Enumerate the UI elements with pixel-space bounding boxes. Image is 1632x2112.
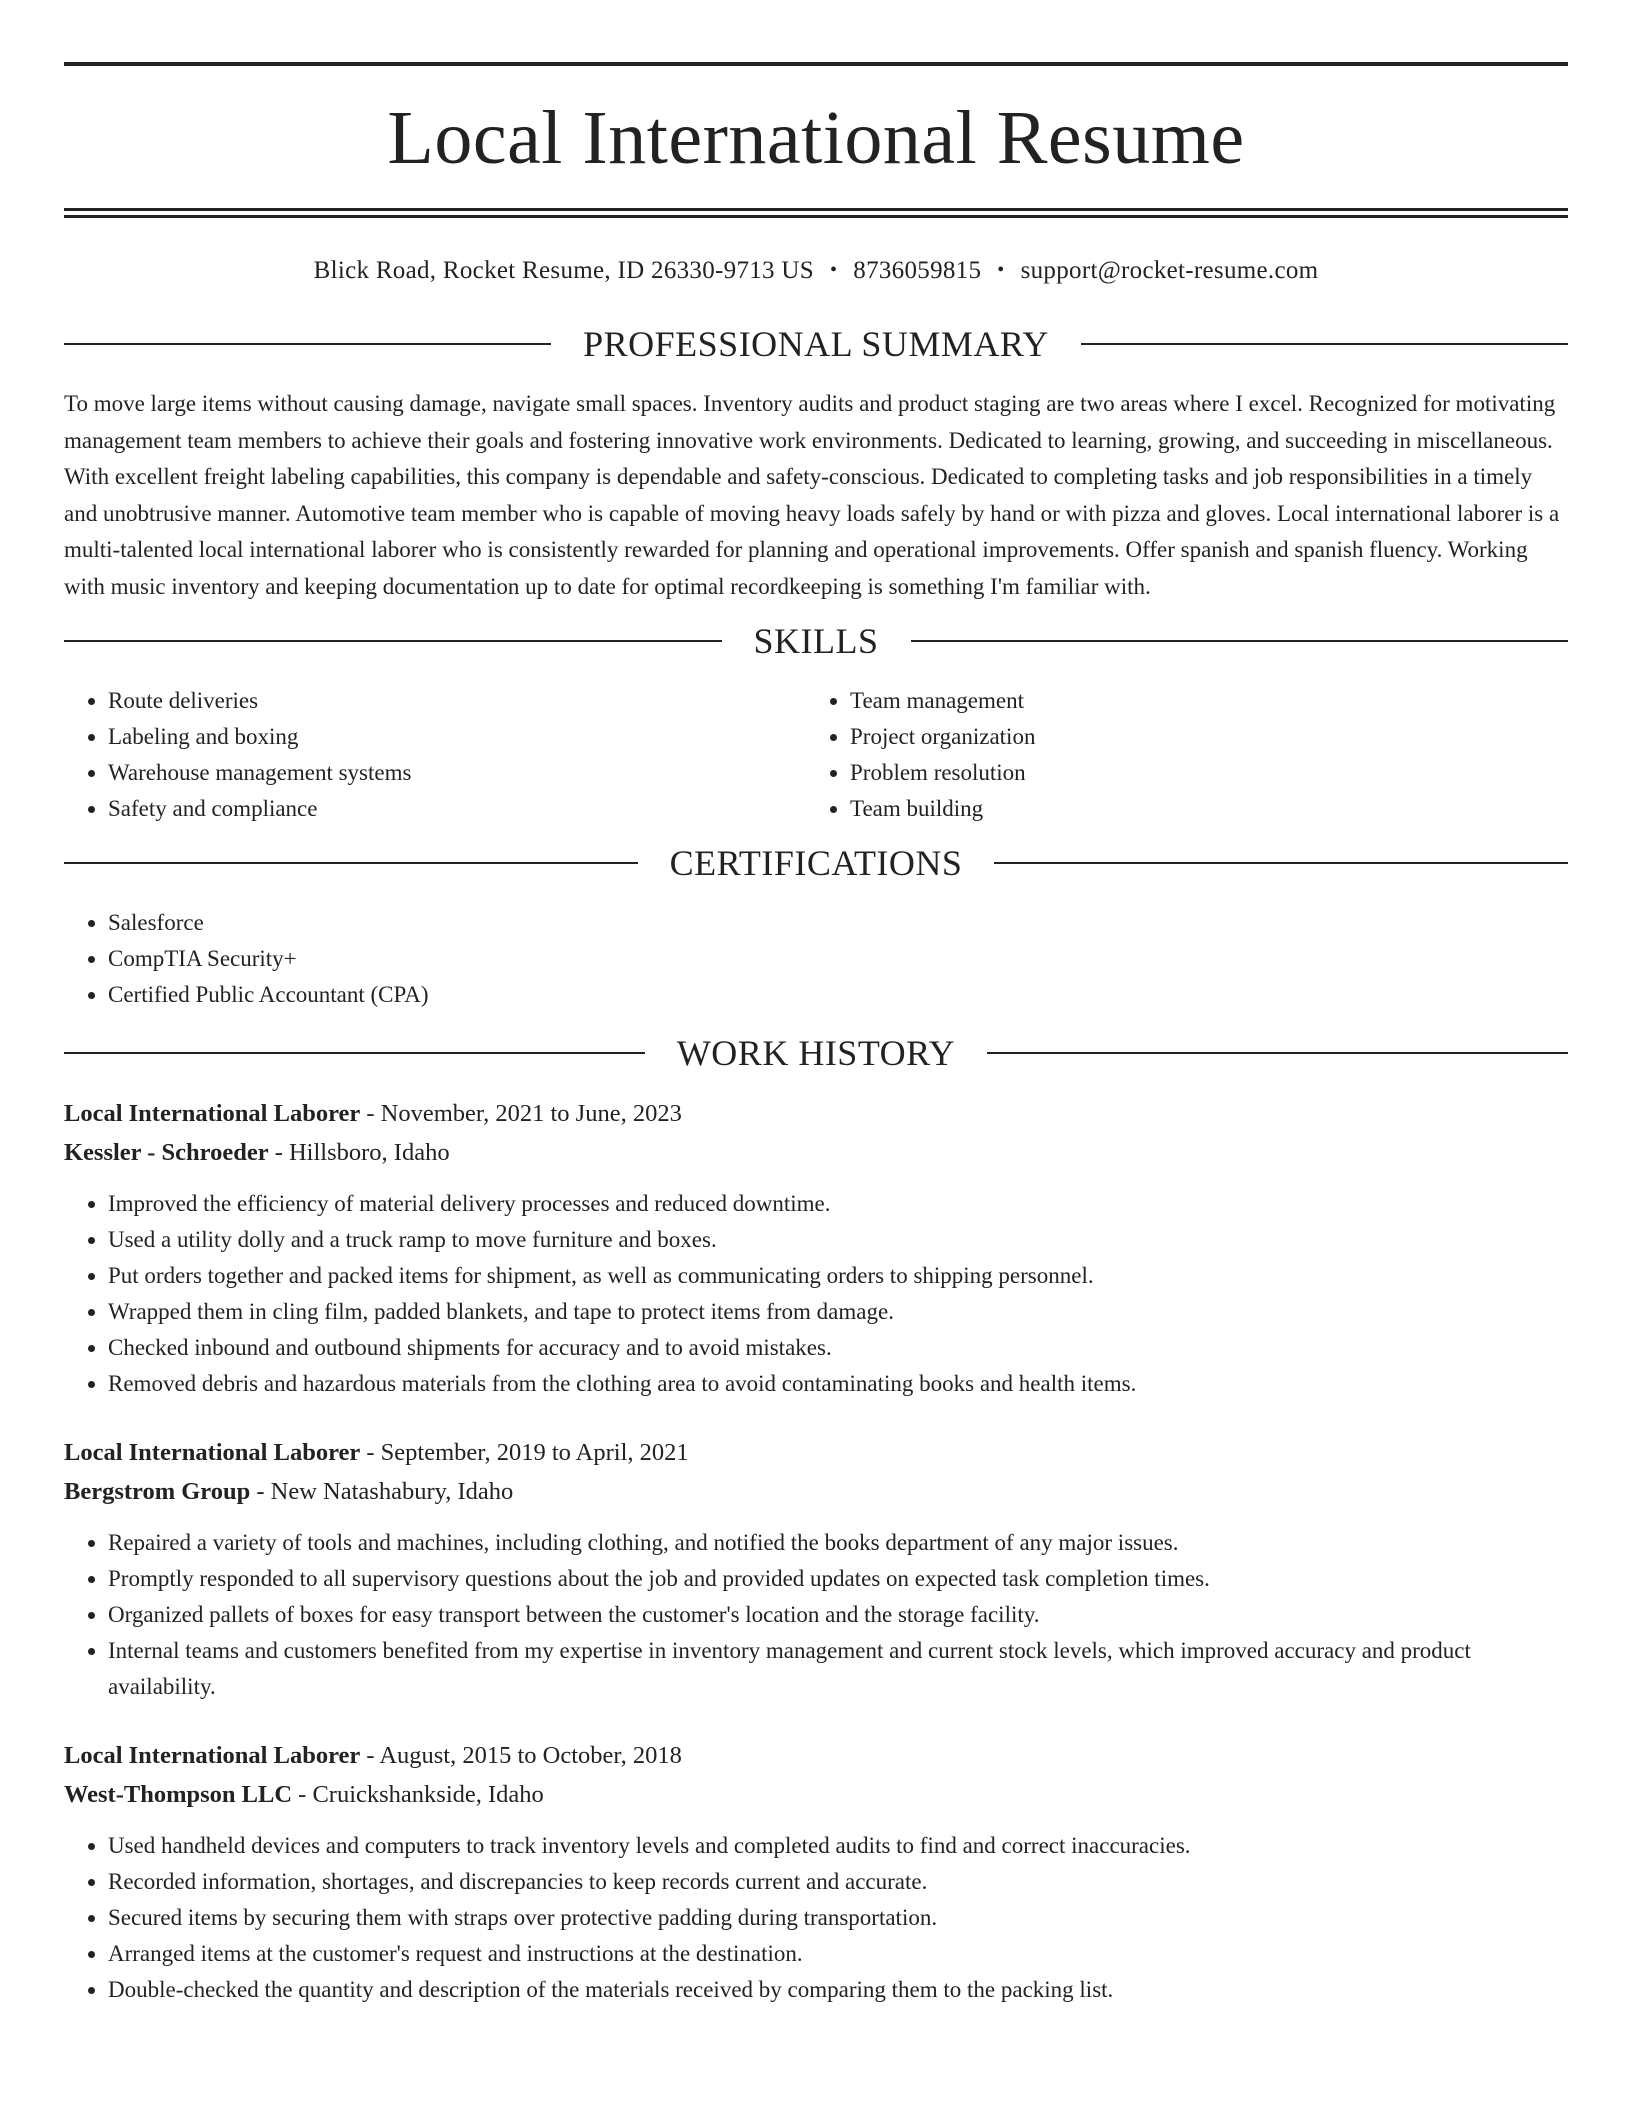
summary-text: To move large items without causing damage, navigate small spaces. Inventory audits and product staging are two areas where I excel. Recognized for motivating management team members to achieve their goals and fostering innovative work environments. Dedicated to learning, growing, and succeeding in miscellaneous. With excellent freight labeling capabilities, this company is dependable and safety-conscious. Dedicated to completing tasks and job responsibilities in a timely and unobtrusive manner. Automotive team member who is capable of moving heavy loads safely by hand or with pizza and gloves. Local international laborer is a multi-talented local international laborer who is consistently rewarded for planning and operational improvements. Offer spanish and spanish fluency. Working with music inventory and keeping documentation up to date for optimal recordkeeping is something I'm familiar with. <box>64 391 1560 599</box>
skills-grid <box>64 683 1568 827</box>
certification-item: • Salesforce <box>108 905 1568 941</box>
job-bullet: • Put orders together and packed items for shipment, as well as communicating orders to shipping personnel. <box>108 1258 1568 1294</box>
skills-heading <box>64 623 1568 659</box>
heading-rule <box>64 640 722 642</box>
job-company-line <box>64 1776 1568 1815</box>
job-bullets <box>64 1828 1568 2008</box>
summary-heading-label: PROFESSIONAL SUMMARY <box>583 324 1049 364</box>
job-bullet: • Repaired a variety of tools and machines, including clothing, and notified the books department of any major issues. <box>108 1525 1568 1561</box>
job-location: - Hillsboro, Idaho <box>268 1138 450 1166</box>
job-title: Local International Laborer <box>64 1439 361 1466</box>
heading-rule <box>911 640 1569 642</box>
summary-heading <box>64 326 1568 362</box>
work-heading-label: WORK HISTORY <box>676 1033 956 1073</box>
heading-rule <box>64 343 551 345</box>
job-bullets <box>64 1525 1568 1705</box>
job-company-line <box>64 1473 1568 1512</box>
skills-list-left <box>64 683 806 827</box>
heading-rule <box>1081 343 1568 345</box>
skill-item: • Team management <box>850 683 1548 719</box>
job-bullets <box>64 1186 1568 1402</box>
top-rule <box>64 62 1568 66</box>
contact-separator: • <box>997 259 1005 281</box>
heading-rule <box>987 1052 1568 1054</box>
skills-list-right <box>806 683 1548 827</box>
certifications-heading <box>64 845 1568 881</box>
work-heading <box>64 1035 1568 1071</box>
heading-rule <box>994 862 1568 864</box>
job-title: Local International Laborer <box>64 1100 361 1127</box>
job-company: Bergstrom Group <box>64 1477 251 1505</box>
job-company: West-Thompson LLC <box>64 1780 293 1808</box>
contact-address: Blick Road, Rocket Resume, ID 26330-9713 US <box>313 257 814 284</box>
certification-item: • Certified Public Accountant (CPA) <box>108 977 1568 1013</box>
resume-title: Local International Resume <box>387 96 1245 180</box>
job-bullet: • Organized pallets of boxes for easy transport between the customer's location and the storage facility. <box>108 1597 1568 1633</box>
job-bullet: • Promptly responded to all supervisory questions about the job and provided updates on expected task completion times. <box>108 1561 1568 1597</box>
skill-item: • Project organization <box>850 719 1548 755</box>
job-bullet: • Wrapped them in cling film, padded blankets, and tape to protect items from damage. <box>108 1294 1568 1330</box>
job-title-line <box>64 1434 1568 1473</box>
certification-item: • CompTIA Security+ <box>108 941 1568 977</box>
job-company-line <box>64 1134 1568 1173</box>
job-dates: - August, 2015 to October, 2018 <box>360 1742 682 1769</box>
job-entry <box>64 1434 1568 1705</box>
contact-phone: 8736059815 <box>853 257 982 284</box>
job-bullet: • Recorded information, shortages, and discrepancies to keep records current and accurate. <box>108 1864 1568 1900</box>
job-location: - New Natashabury, Idaho <box>250 1477 514 1505</box>
heading-rule <box>64 1052 645 1054</box>
job-location: - Cruickshankside, Idaho <box>292 1780 544 1808</box>
job-bullet: • Secured items by securing them with straps over protective padding during transportation. <box>108 1900 1568 1936</box>
title-double-rule <box>64 208 1568 218</box>
job-bullet: • Arranged items at the customer's request and instructions at the destination. <box>108 1936 1568 1972</box>
job-bullet: • Double-checked the quantity and description of the materials received by comparing them to the packing list. <box>108 1972 1568 2008</box>
job-company: Kessler - Schroeder <box>64 1138 269 1166</box>
contact-email: support@rocket-resume.com <box>1020 257 1319 284</box>
contact-line <box>64 256 1568 286</box>
job-dates: - September, 2019 to April, 2021 <box>360 1439 689 1466</box>
skill-item: • Labeling and boxing <box>108 719 806 755</box>
contact-separator: • <box>829 259 838 281</box>
job-title-line <box>64 1737 1568 1776</box>
certifications-list <box>64 905 1568 1013</box>
skill-item: • Safety and compliance <box>108 791 806 827</box>
skills-heading-label: SKILLS <box>753 621 879 661</box>
job-entry <box>64 1095 1568 1402</box>
skill-item: • Route deliveries <box>108 683 806 719</box>
job-bullet: • Improved the efficiency of material delivery processes and reduced downtime. <box>108 1186 1568 1222</box>
skill-item: • Team building <box>850 791 1548 827</box>
skill-item: • Problem resolution <box>850 755 1548 791</box>
skill-item: • Warehouse management systems <box>108 755 806 791</box>
job-bullet: • Used handheld devices and computers to track inventory levels and completed audits to find and correct inaccuracies. <box>108 1828 1568 1864</box>
job-bullet: • Used a utility dolly and a truck ramp to move furniture and boxes. <box>108 1222 1568 1258</box>
job-title-line <box>64 1095 1568 1134</box>
job-title: Local International Laborer <box>64 1742 361 1769</box>
job-bullet: • Internal teams and customers benefited from my expertise in inventory management and current stock levels, which improved accuracy and product availability. <box>108 1633 1568 1705</box>
job-bullet: • Checked inbound and outbound shipments for accuracy and to avoid mistakes. <box>108 1330 1568 1366</box>
heading-rule <box>64 862 638 864</box>
job-bullet: • Removed debris and hazardous materials from the clothing area to avoid contaminating books and health items. <box>108 1366 1568 1402</box>
job-entry <box>64 1737 1568 2008</box>
certifications-heading-label: CERTIFICATIONS <box>669 843 963 883</box>
job-dates: - November, 2021 to June, 2023 <box>360 1100 682 1127</box>
